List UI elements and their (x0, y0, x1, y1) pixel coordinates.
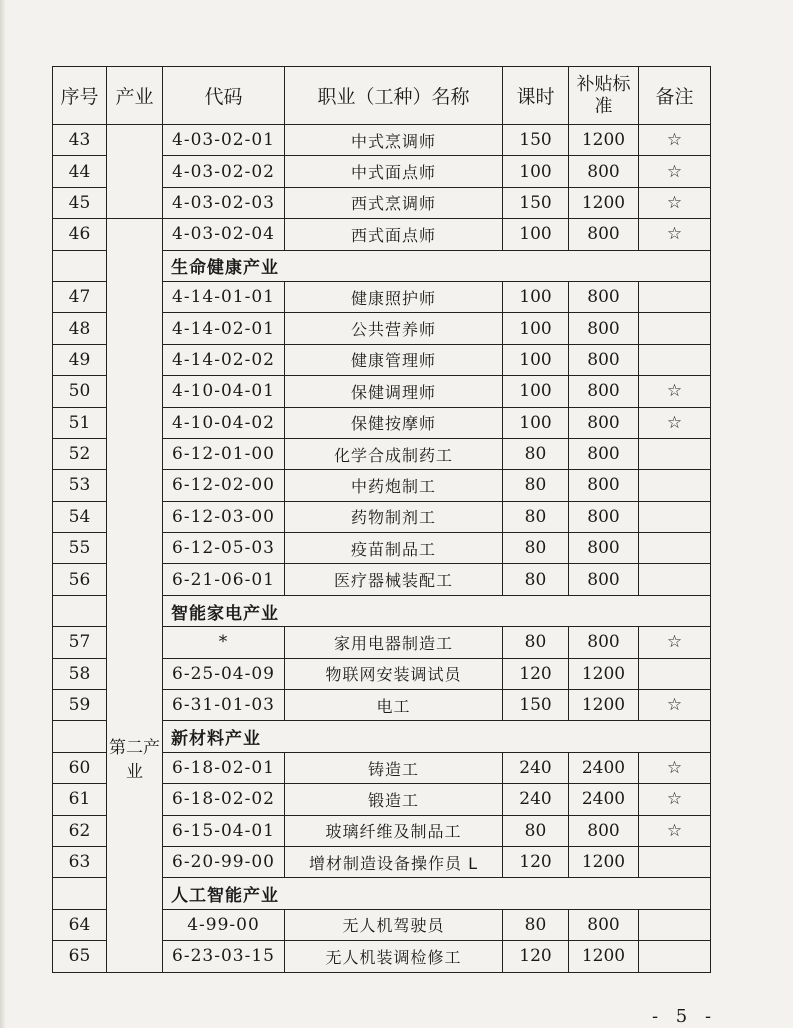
row-hours: 80 (503, 533, 569, 564)
row-name: 中药炮制工 (285, 470, 503, 501)
row-hours: 80 (503, 470, 569, 501)
row-no: 48 (53, 313, 107, 344)
row-remark (639, 281, 711, 312)
row-subsidy: 800 (569, 501, 639, 532)
row-name: 公共营养师 (285, 313, 503, 344)
row-subsidy: 2400 (569, 784, 639, 815)
row-name: 医疗器械装配工 (285, 564, 503, 595)
section-no-cell (53, 878, 107, 909)
row-remark (639, 438, 711, 469)
row-name: 健康管理师 (285, 344, 503, 375)
row-code: 6-15-04-01 (163, 815, 285, 846)
row-no: 54 (53, 501, 107, 532)
row-code: 4-10-04-02 (163, 407, 285, 438)
row-hours: 100 (503, 219, 569, 250)
row-no: 58 (53, 658, 107, 689)
row-no: 55 (53, 533, 107, 564)
row-name: 增材制造设备操作员 L (285, 846, 503, 877)
row-remark: ☆ (639, 187, 711, 218)
row-name: 疫苗制品工 (285, 533, 503, 564)
row-code: * (163, 627, 285, 658)
row-subsidy: 800 (569, 313, 639, 344)
row-code: 4-03-02-02 (163, 156, 285, 187)
row-no: 56 (53, 564, 107, 595)
row-remark (639, 313, 711, 344)
header-name: 职业（工种）名称 (285, 67, 503, 125)
row-no: 57 (53, 627, 107, 658)
row-subsidy: 800 (569, 407, 639, 438)
row-code: 4-99-00 (163, 909, 285, 940)
row-name: 电工 (285, 690, 503, 721)
row-hours: 150 (503, 125, 569, 156)
section-no-cell (53, 595, 107, 626)
row-code: 6-31-01-03 (163, 690, 285, 721)
row-subsidy: 800 (569, 156, 639, 187)
row-name: 药物制剂工 (285, 501, 503, 532)
row-hours: 80 (503, 438, 569, 469)
row-subsidy: 800 (569, 533, 639, 564)
header-no: 序号 (53, 67, 107, 125)
row-no: 62 (53, 815, 107, 846)
row-name: 玻璃纤维及制品工 (285, 815, 503, 846)
row-name: 中式面点师 (285, 156, 503, 187)
row-subsidy: 1200 (569, 690, 639, 721)
row-hours: 100 (503, 156, 569, 187)
row-subsidy: 800 (569, 627, 639, 658)
row-remark: ☆ (639, 125, 711, 156)
row-subsidy: 800 (569, 815, 639, 846)
row-no: 44 (53, 156, 107, 187)
row-code: 6-23-03-15 (163, 941, 285, 972)
row-code: 6-12-02-00 (163, 470, 285, 501)
row-hours: 150 (503, 187, 569, 218)
row-hours: 80 (503, 564, 569, 595)
row-code: 4-03-02-03 (163, 187, 285, 218)
row-remark (639, 846, 711, 877)
row-code: 6-12-05-03 (163, 533, 285, 564)
row-hours: 240 (503, 784, 569, 815)
row-remark: ☆ (639, 156, 711, 187)
row-name: 无人机装调检修工 (285, 941, 503, 972)
header-industry: 产业 (107, 67, 163, 125)
row-no: 63 (53, 846, 107, 877)
section-title: 新材料产业 (163, 721, 711, 752)
row-subsidy: 1200 (569, 941, 639, 972)
row-no: 51 (53, 407, 107, 438)
row-no: 60 (53, 752, 107, 783)
row-code: 6-21-06-01 (163, 564, 285, 595)
industry-cell: 第二产业 (107, 219, 163, 972)
section-title: 智能家电产业 (163, 595, 711, 626)
row-no: 46 (53, 219, 107, 250)
row-remark (639, 941, 711, 972)
row-code: 6-12-01-00 (163, 438, 285, 469)
row-name: 铸造工 (285, 752, 503, 783)
row-name: 健康照护师 (285, 281, 503, 312)
row-hours: 100 (503, 344, 569, 375)
row-remark: ☆ (639, 407, 711, 438)
row-subsidy: 1200 (569, 187, 639, 218)
row-name: 家用电器制造工 (285, 627, 503, 658)
row-subsidy: 800 (569, 564, 639, 595)
table-header-row (53, 67, 711, 125)
row-hours: 120 (503, 658, 569, 689)
row-no: 53 (53, 470, 107, 501)
row-hours: 80 (503, 909, 569, 940)
row-remark (639, 501, 711, 532)
row-subsidy: 800 (569, 219, 639, 250)
section-no-cell (53, 721, 107, 752)
row-remark (639, 909, 711, 940)
row-code: 6-18-02-02 (163, 784, 285, 815)
row-code: 6-25-04-09 (163, 658, 285, 689)
row-code: 4-03-02-04 (163, 219, 285, 250)
row-remark (639, 470, 711, 501)
section-no-cell (53, 250, 107, 281)
row-code: 6-20-99-00 (163, 846, 285, 877)
header-remark: 备注 (639, 67, 711, 125)
row-remark: ☆ (639, 627, 711, 658)
section-title: 生命健康产业 (163, 250, 711, 281)
row-hours: 80 (503, 627, 569, 658)
table-body (53, 125, 711, 973)
row-hours: 100 (503, 376, 569, 407)
row-name: 物联网安装调试员 (285, 658, 503, 689)
row-code: 4-03-02-01 (163, 125, 285, 156)
industry-cell-blank (107, 125, 163, 219)
section-title: 人工智能产业 (163, 878, 711, 909)
row-code: 4-14-01-01 (163, 281, 285, 312)
row-hours: 150 (503, 690, 569, 721)
row-subsidy: 800 (569, 344, 639, 375)
row-hours: 80 (503, 815, 569, 846)
table-row (53, 125, 711, 156)
row-name: 化学合成制药工 (285, 438, 503, 469)
row-code: 4-14-02-02 (163, 344, 285, 375)
page-number: - 5 - (652, 1006, 718, 1027)
row-remark: ☆ (639, 690, 711, 721)
row-subsidy: 1200 (569, 846, 639, 877)
row-remark (639, 533, 711, 564)
row-no: 43 (53, 125, 107, 156)
row-remark: ☆ (639, 376, 711, 407)
row-code: 4-14-02-01 (163, 313, 285, 344)
row-name: 保健按摩师 (285, 407, 503, 438)
table-row (53, 219, 711, 250)
page-edge-shadow (0, 0, 6, 1028)
row-code: 6-12-03-00 (163, 501, 285, 532)
occupation-table (52, 66, 711, 973)
row-hours: 100 (503, 281, 569, 312)
row-remark (639, 564, 711, 595)
row-code: 6-18-02-01 (163, 752, 285, 783)
row-name: 西式烹调师 (285, 187, 503, 218)
row-remark (639, 344, 711, 375)
row-hours: 100 (503, 407, 569, 438)
row-no: 52 (53, 438, 107, 469)
row-code: 4-10-04-01 (163, 376, 285, 407)
row-subsidy: 800 (569, 909, 639, 940)
row-no: 64 (53, 909, 107, 940)
row-remark (639, 658, 711, 689)
row-no: 45 (53, 187, 107, 218)
row-no: 47 (53, 281, 107, 312)
row-remark: ☆ (639, 784, 711, 815)
row-remark: ☆ (639, 219, 711, 250)
row-hours: 80 (503, 501, 569, 532)
row-hours: 100 (503, 313, 569, 344)
header-subsidy: 补贴标准 (569, 67, 639, 125)
row-subsidy: 800 (569, 281, 639, 312)
header-hours: 课时 (503, 67, 569, 125)
row-remark: ☆ (639, 815, 711, 846)
row-no: 65 (53, 941, 107, 972)
row-subsidy: 1200 (569, 125, 639, 156)
row-name: 西式面点师 (285, 219, 503, 250)
row-no: 50 (53, 376, 107, 407)
row-hours: 120 (503, 846, 569, 877)
row-name: 无人机驾驶员 (285, 909, 503, 940)
row-no: 59 (53, 690, 107, 721)
row-remark: ☆ (639, 752, 711, 783)
row-name: 保健调理师 (285, 376, 503, 407)
row-subsidy: 800 (569, 470, 639, 501)
header-code: 代码 (163, 67, 285, 125)
row-no: 49 (53, 344, 107, 375)
row-subsidy: 1200 (569, 658, 639, 689)
row-no: 61 (53, 784, 107, 815)
row-name: 中式烹调师 (285, 125, 503, 156)
row-hours: 120 (503, 941, 569, 972)
row-subsidy: 800 (569, 376, 639, 407)
row-name: 锻造工 (285, 784, 503, 815)
row-subsidy: 800 (569, 438, 639, 469)
row-hours: 240 (503, 752, 569, 783)
row-subsidy: 2400 (569, 752, 639, 783)
